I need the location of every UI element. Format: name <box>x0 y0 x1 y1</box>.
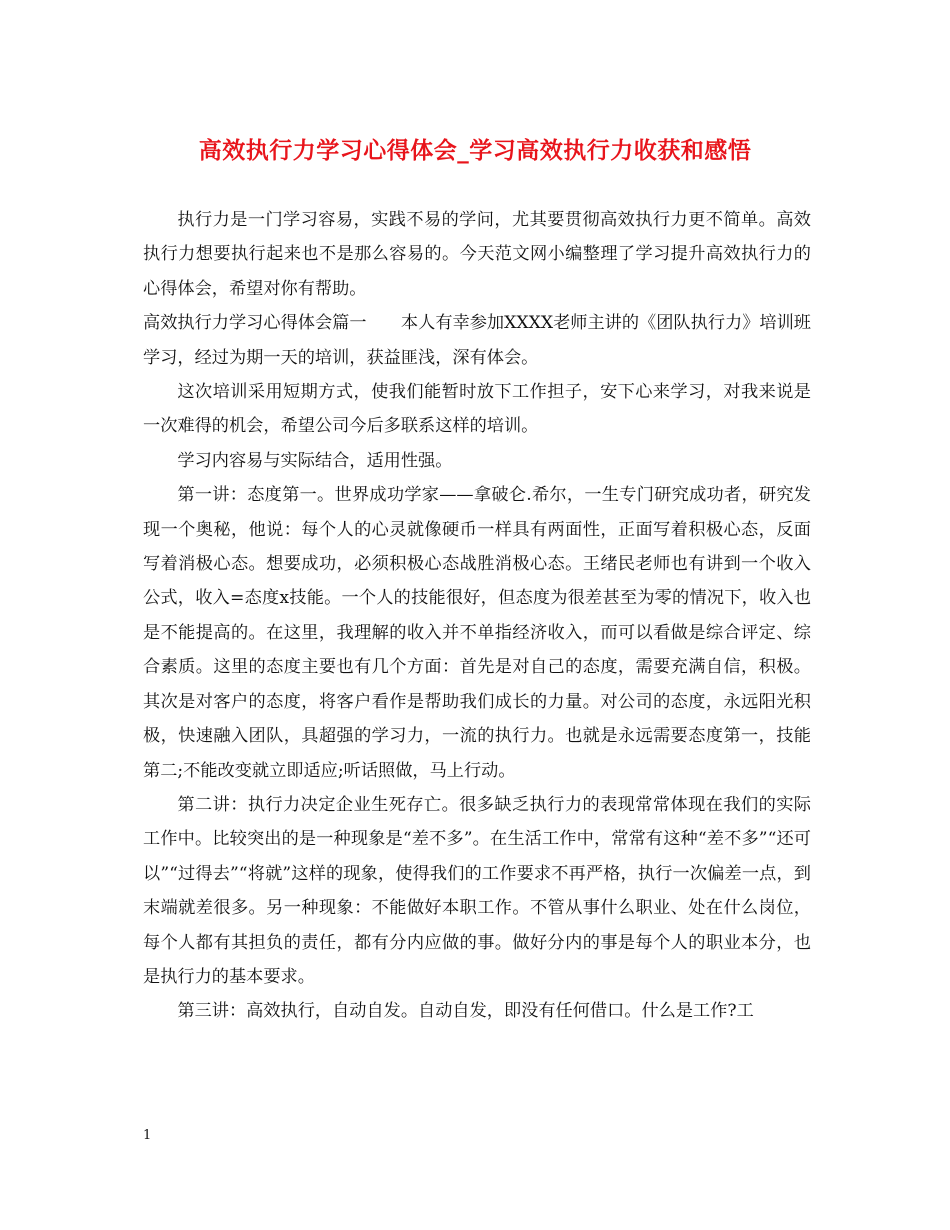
paragraph-content-summary: 学习内容易与实际结合，适用性强。 <box>177 450 453 471</box>
paragraph-intro: 执行力是一门学习容易，实践不易的学问，尤其要贯彻高效执行力更不简单。高效执行力想要执行起来也不是那么容易的。今天范文网小编整理了学习提升高效执行力的心得体会，希望对你有帮助。 <box>143 210 811 299</box>
page-number: 1 <box>143 1128 152 1143</box>
document-title: 高效执行力学习心得体会_学习高效执行力收获和感悟 <box>198 137 752 164</box>
paragraph-lecture-three: 第三讲：高效执行，自动自发。自动自发，即没有任何借口。什么是工作?工 <box>177 1001 754 1022</box>
paragraph-lecture-one: 第一讲：态度第一。世界成功学家——拿破仑.希尔，一生专门研究成功者，研究发现一个奥秘，他说：每个人的心灵就像硬币一样具有两面性，正面写着积极心态，反面写着消极心态。想要成功，必须积极心态战胜消极心态。王绪民老师也有讲到一个收入公式，收入=态度x技能。一个人的技能很好，但态度为很差甚至为零的情况下，收入也是不能提高的。在这里，我理解的收入并不单指经济收入，而可以看做是综合评定、综合素质。这里的态度主要也有几个方面：首先是对自己的态度，需要充满自信，积极。其次是对客户的态度，将客户看作是帮助我们成长的力量。对公司的态度，永远阳光积极，快速融入团队，具超强的学习力，一流的执行力。也就是永远需要态度第一，技能第二;不能改变就立即适应;听话照做，马上行动。 <box>143 485 811 781</box>
paragraph-training-format: 这次培训采用短期方式，使我们能暂时放下工作担子，安下心来学习，对我来说是一次难得的机会，希望公司今后多联系这样的培训。 <box>143 382 811 437</box>
paragraph-lecture-two: 第二讲：执行力决定企业生死存亡。很多缺乏执行力的表现常常体现在我们的实际工作中。比较突出的是一种现象是“差不多”。在生活工作中，常常有这种“差不多”“还可以”“过得去”“将就”这样的现象，使得我们的工作要求不再严格，执行一次偏差一点，到末端就差很多。另一种现象：不能做好本职工作。不管从事什么职业、处在什么岗位，每个人都有其担负的责任，都有分内应做的事。做好分内的事是每个人的职业本分，也是执行力的基本要求。 <box>143 794 811 987</box>
paragraph-section-one-heading: 高效执行力学习心得体会篇一 本人有幸参加XXXX老师主讲的《团队执行力》培训班学习，经过为期一天的培训，获益匪浅，深有体会。 <box>143 313 811 368</box>
document-body <box>143 203 811 1029</box>
